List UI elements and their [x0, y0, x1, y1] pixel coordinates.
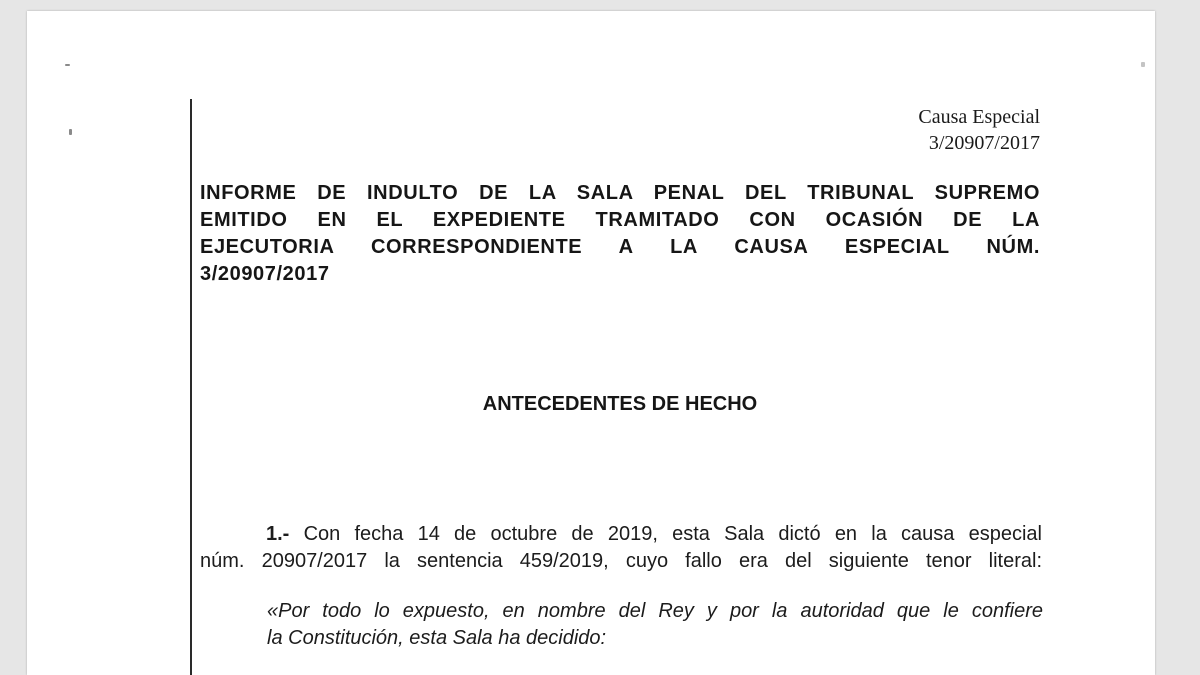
paragraph-text: Con fecha 14 de octubre de 2019, esta Sala dictó en la causa especial [303, 523, 1042, 545]
case-number: 3/20907/2017 [928, 132, 1040, 154]
margin-rule [190, 99, 192, 675]
title-line: INFORME DE INDULTO DE LA SALA PENAL DEL TRIBUNAL SUPREMO [200, 182, 1040, 204]
quoted-ruling [267, 598, 1043, 652]
paragraph-line: núm. 20907/2017 la sentencia 459/2019, cuyo fallo era del siguiente tenor literal: [200, 550, 1042, 572]
scan-speck [1141, 62, 1145, 67]
document-page [27, 11, 1155, 675]
case-type: Causa Especial [918, 106, 1040, 128]
scan-speck [65, 64, 70, 66]
title-line: EMITIDO EN EL EXPEDIENTE TRAMITADO CON OCASIÓN DE LA [200, 209, 1040, 231]
document-title [200, 180, 1040, 288]
paragraph-line [200, 521, 1042, 548]
scan-speck [69, 129, 72, 135]
case-reference [918, 104, 1040, 156]
paragraph-number: 1.- [266, 523, 290, 545]
paragraph-1 [200, 521, 1042, 575]
title-line: 3/20907/2017 [200, 263, 330, 285]
quote-line: «Por todo lo expuesto, en nombre del Rey y por la autoridad que le confiere [267, 600, 1043, 622]
quote-line: la Constitución, esta Sala ha decidido: [267, 627, 607, 649]
title-line: EJECUTORIA CORRESPONDIENTE A LA CAUSA ESPECIAL NÚM. [200, 236, 1040, 258]
section-heading: ANTECEDENTES DE HECHO [482, 393, 758, 415]
